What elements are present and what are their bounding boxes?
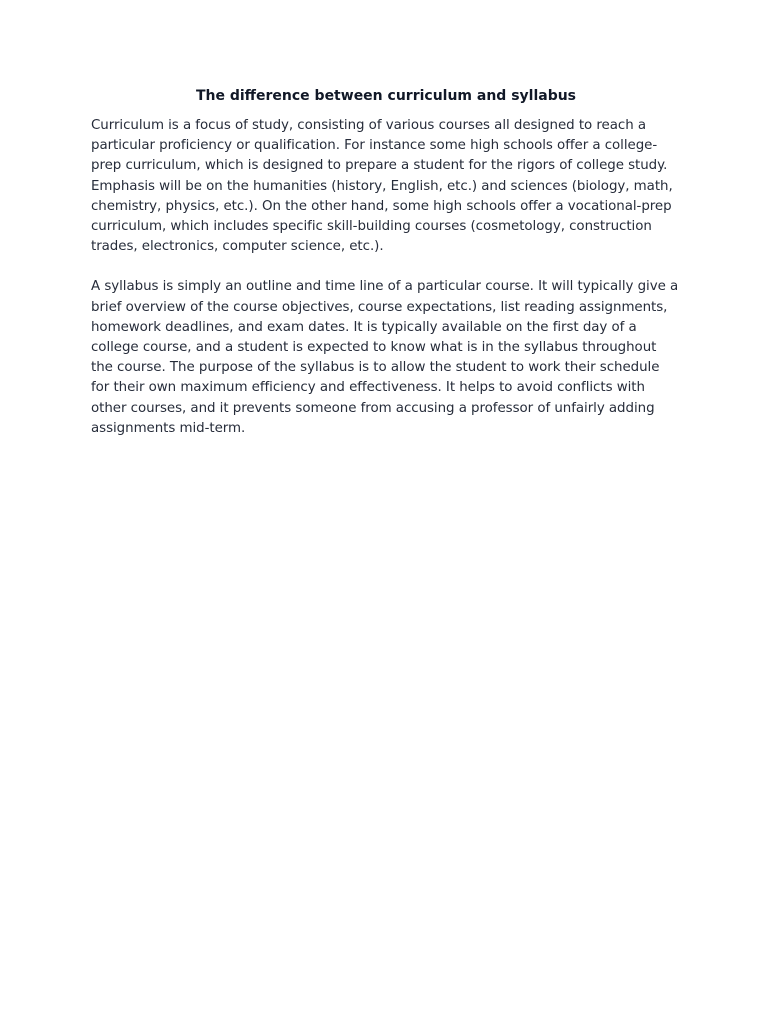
document-title: The difference between curriculum and syllabus (195, 88, 577, 104)
document-page (91, 86, 681, 459)
paragraph-syllabus: A syllabus is simply an outline and time line of a particular course. It will typically give a brief overview of the course objectives, course expectations, list reading assignments, homework deadlines, and exam dates. It is typically available on the first day of a college course, and a student is expected to know what is in the syllabus throughout the course. The purpose of the syllabus is to allow the student to work their schedule for their own maximum efficiency and effectiveness. It helps to avoid conflicts with other courses, and it prevents someone from accusing a professor of unfairly adding assignments mid-term. (91, 279, 679, 436)
paragraph-curriculum: Curriculum is a focus of study, consisting of various courses all designed to reach a particular proficiency or qualification. For instance some high schools offer a college-prep curriculum, which is designed to prepare a student for the rigors of college study. Emphasis will be on the humanities (history, English, etc.) and sciences (biology, math, chemistry, physics, etc.). On the other hand, some high schools offer a vocational-prep curriculum, which includes specific skill-building courses (cosmetology, construction trades, electronics, computer science, etc.). (91, 118, 673, 255)
